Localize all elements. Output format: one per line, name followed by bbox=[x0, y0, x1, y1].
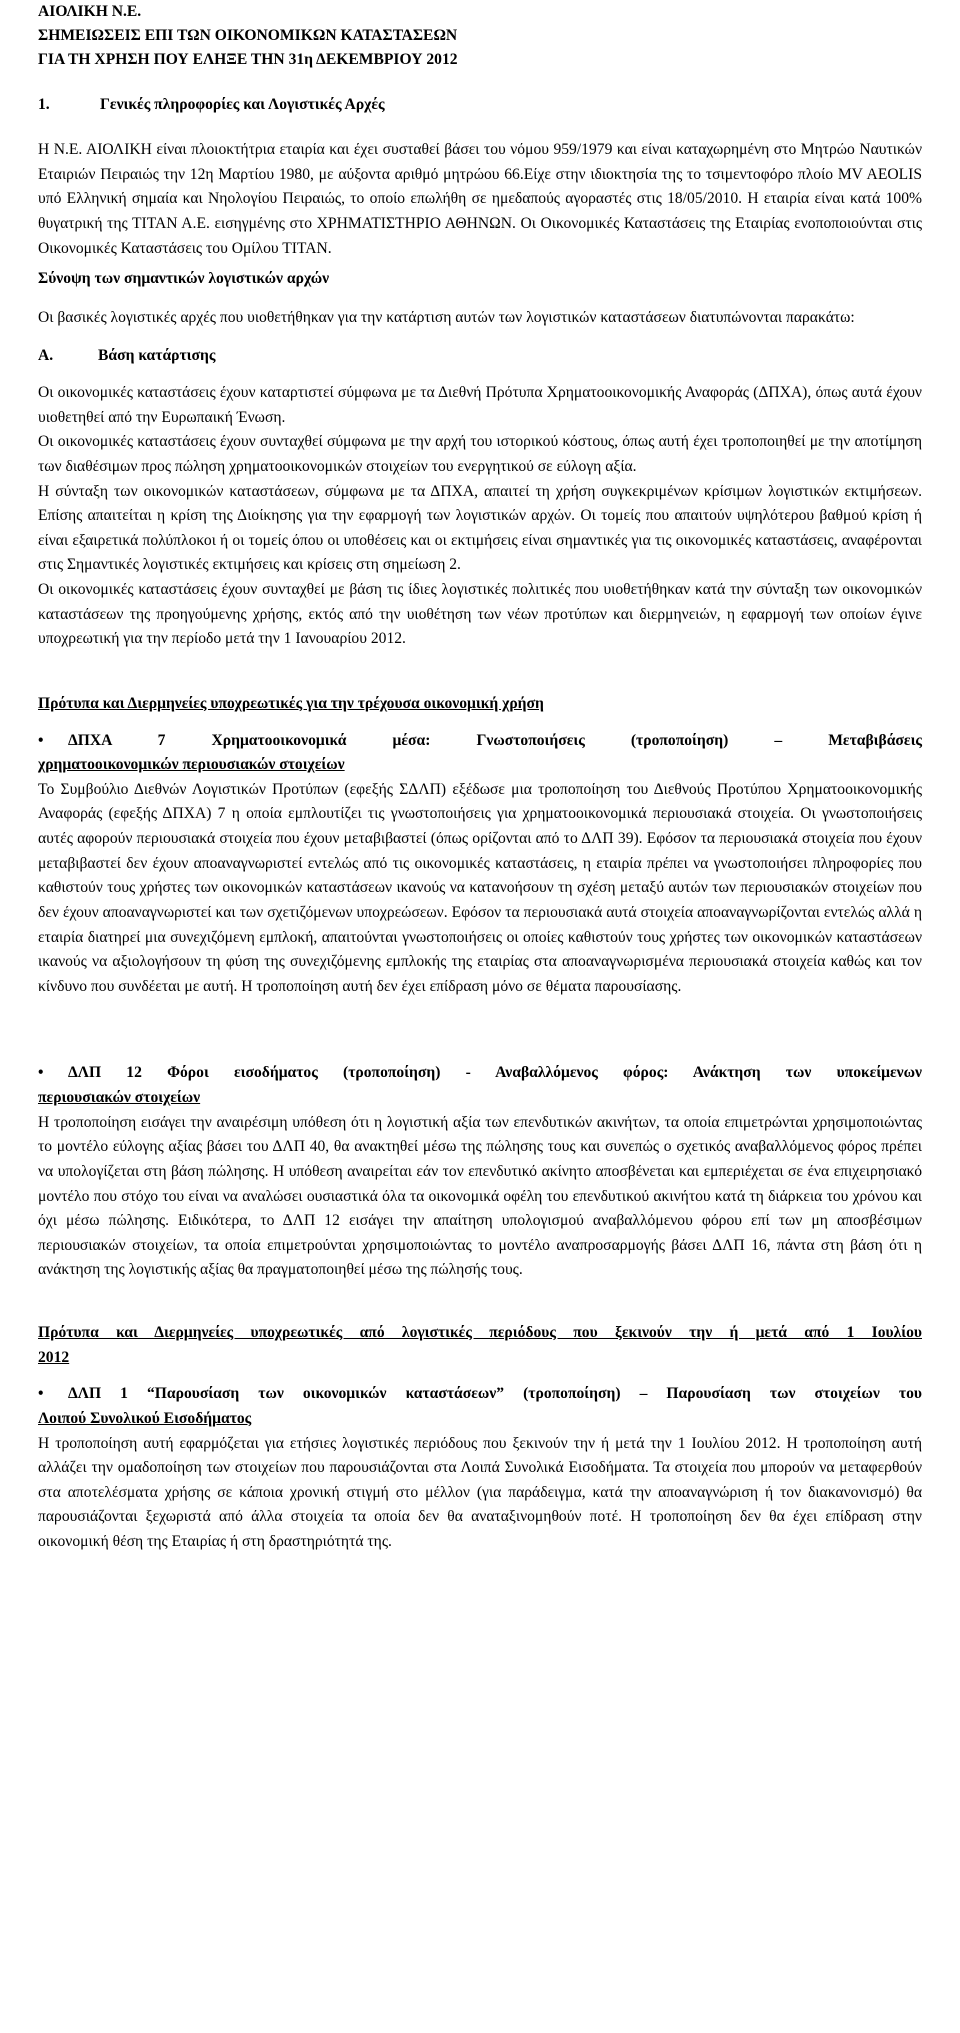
bullet-ifrs7-title bbox=[38, 729, 922, 754]
summary-text: Οι βασικές λογιστικές αρχές που υιοθετήθηκαν για την κατάρτιση αυτών των λογιστικών καταστάσεων διατυπώνονται παρακάτω: bbox=[38, 308, 855, 326]
summary-title-wrap bbox=[38, 267, 922, 292]
bullet-ias1-title-line2: Λοιπού Συνολικού Εισοδήματος bbox=[38, 1409, 252, 1427]
section-a-paragraph-3: Η σύνταξη των οικονομικών καταστάσεων, σύμφωνα με τα ΔΠΧΑ, απαιτεί τη χρήση συγκεκριμένων κρίσιμων λογιστικών εκτιμήσεων. Επίσης απαιτείται η κρίση της Διοίκησης για την εφαρμογή των λογιστικών αρχών. Οι τομείς που απαιτούν υψηλότερου βαθμού κρίση ή είναι εξαιρετικά πολύπλοκοι ή οι τομείς όπου οι υποθέσεις και οι εκτιμήσεις είναι σημαντικές για τις οικονομικές καταστάσεις, αναφέρονται στις Σημαντικές λογιστικές εκτιμήσεις και κρίσεις στη σημείωση 2. bbox=[38, 482, 922, 574]
section-number: 1. bbox=[38, 96, 50, 113]
bullet-ias1-title bbox=[38, 1382, 922, 1407]
bullet-ias12-title bbox=[38, 1061, 922, 1086]
bullet-ias1-title-line1: ΔΛΠ 1 “Παρουσίαση των οικονομικών καταστάσεων” (τροποποίηση) – Παρουσίαση των στοιχείων του bbox=[68, 1385, 922, 1403]
bullet-ifrs7-text: Το Συμβούλιο Διεθνών Λογιστικών Προτύπων (εφεξής ΣΔΛΠ) εξέδωσε μια τροποποίηση του Διεθνούς Προτύπου Χρηματοοικονομικής Αναφοράς (εφεξής ΔΠΧΑ) 7 η οποία εμπλουτίζει τις γνωστοποιήσεις για χρηματοοικονομικά περιουσιακά στοιχεία. Οι γνωστοποιήσεις αυτές αφορούν περιουσιακά στοιχεία που έχουν μεταβιβαστεί (όπως ορίζονται από το ΔΛΠ 39). Εφόσον τα περιουσιακά στοιχεία που έχουν μεταβιβαστεί δεν έχουν αποαναγνωριστεί εντελώς από τις οικονομικές καταστάσεις, η εταιρία πρέπει να γνωστοποιήσει πληροφορίες που καθιστούν τους χρήστες των οικονομικών καταστάσεων ικανούς να κατανοήσουν τη σχέση μεταξύ αυτών των περιουσιακών στοιχείων που δεν έχουν αποαναγνωριστεί και των σχετιζόμενων υποχρεώσεων. Εφόσον τα περιουσιακά αυτά στοιχεία αποαναγνωρίζονται εντελώς αλλά η εταιρία διατηρεί μια συνεχιζόμενη εμπλοκή, απαιτούνται γνωστοποιήσεις οι οποίες καθιστούν τους χρήστες των οικονομικών καταστάσεων ικανούς να αξιολογήσουν τη φύση της συνεχιζόμενης εμπλοκής της εταιρίας στα αποαναγνωρισμένα περιουσιακά στοιχεία καθώς και τον κίνδυνο που συνδέεται με αυτή. Η τροποποίηση αυτή δεν έχει επίδραση μόνο σε θέματα παρουσίασης. bbox=[38, 780, 922, 995]
bullet-ifrs7 bbox=[38, 729, 922, 1000]
intro-paragraph: Η Ν.Ε. ΑΙΟΛΙΚΗ είναι πλοιοκτήτρια εταιρία και έχει συσταθεί βάσει του νόμου 959/1979 και είναι καταχωρημένη στο Μητρώο Ναυτικών Εταιριών Πειραιώς την 12η Μαρτίου 1980, με αύξοντα αριθμό μητρώου 66.Είχε στην ιδιοκτησία της το τσιμεντοφόρο πλοίο MV AEOLIS υπό Ελληνική σημαία και Νηολογίου Πειραιώς, το οποίο επωλήθη σε ημεδαπούς αγοραστές στις 18/05/2010. Η εταιρία είναι κατά 100% θυγατρική της ΤΙΤΑΝ Α.Ε. εισηγμένης στο ΧΡΗΜΑΤΙΣΤΗΡΙΟ ΑΘΗΝΩΝ. Οι Οικονομικές Καταστάσεις της Εταιρίας ενοποποιούνται στις Οικονομικές Καταστάσεις του Ομίλου ΤΙΤΑΝ. bbox=[38, 141, 922, 257]
future-standards-title-line2: 2012 bbox=[38, 1348, 70, 1366]
section-1-heading bbox=[38, 94, 922, 116]
bullet-ias12-text: Η τροποποίηση εισάγει την αναιρέσιμη υπόθεση ότι η λογιστική αξία των επενδυτικών ακινήτων, τα οποία επιμετρώνται χρησιμοποιώντας το μοντέλο εύλογης αξίας βάσει του ΔΛΠ 40, θα ανακτηθεί μέσω της πώλησης τους και συνεπώς ο σχετικός αναβαλλόμενος φόρος πρέπει να υπολογίζεται στη βάση πώλησης. Η υπόθεση αναιρείται εάν τον επενδυτικό ακίνητο αποσβένεται και εμπεριέχεται σε ένα επιχειρησιακό μοντέλο που στόχο του είναι να αναλώσει ουσιαστικά όλα τα οικονομικά οφέλη του επενδυτικού ακινήτου κατά τη διάρκεια του χρόνου και όχι μέσω πώλησης. Ειδικότερα, το ΔΛΠ 12 εισάγει την απαίτηση υπολογισμού αναβαλλόμενου φόρου επί των μη αποσβέσιμων περιουσιακών στοιχείων, τα οποία επιμετρούνται χρησιμοποιώντας το μοντέλο αναπροσαρμογής βάσει ΔΛΠ 16, πάντα στη βάση ότι η ανάκτηση της λογιστικής αξίας θα πραγματοποιηθεί μέσω της πώλησής τους. bbox=[38, 1113, 922, 1279]
bullet-ias1 bbox=[38, 1382, 922, 1554]
section-a-paragraph-1: Οι οικονομικές καταστάσεις έχουν καταρτιστεί σύμφωνα με τα Διεθνή Πρότυπα Χρηματοοικονομικής Αναφοράς (ΔΠΧΑ), όπως αυτά έχουν υιοθετηθεί από την Ευρωπαική Ένωση. bbox=[38, 384, 922, 426]
future-standards-title-line1: Πρότυπα και Διερμηνείες υποχρεωτικές από λογιστικές περιόδους που ξεκινούν την ή μετά από 1 Ιουλίου bbox=[38, 1324, 922, 1341]
section-a-letter: Α. bbox=[38, 347, 54, 365]
section-a-heading bbox=[38, 344, 922, 369]
section-a-title: Βάση κατάρτισης bbox=[98, 347, 216, 365]
bullet-ias12-title-line2: περιουσιακών στοιχείων bbox=[38, 1089, 201, 1106]
bullet-ifrs7-title-line2: χρηματοοικονομικών περιουσιακών στοιχείων bbox=[38, 756, 345, 774]
bullet-dot-icon: • bbox=[38, 1385, 44, 1403]
bullet-ias12 bbox=[38, 1061, 922, 1283]
bullet-dot-icon: • bbox=[38, 1064, 44, 1082]
future-standards-heading bbox=[38, 1321, 922, 1370]
summary-title: Σύνοψη των σημαντικών λογιστικών αρχών bbox=[38, 270, 330, 288]
bullet-dot-icon: • bbox=[38, 731, 44, 749]
period-title: ΓΙΑ ΤΗ ΧΡΗΣΗ ΠΟΥ ΕΛΗΞΕ ΤΗΝ 31η ΔΕΚΕΜΒΡΙΟΥ 2012 bbox=[38, 51, 458, 68]
document-header bbox=[38, 0, 922, 72]
current-standards-title: Πρότυπα και Διερμηνείες υποχρεωτικές για την τρέχουσα οικονομική χρήση bbox=[38, 694, 544, 712]
bullet-ias12-title-line1: ΔΛΠ 12 Φόροι εισοδήματος (τροποποίηση) - Αναβαλλόμενος φόρος: Ανάκτηση των υποκείμενων bbox=[68, 1064, 922, 1082]
bullet-ifrs7-title-line1: ΔΠΧΑ 7 Χρηματοοικονομικά μέσα: Γνωστοποιήσεις (τροποποίηση) – Μεταβιβάσεις bbox=[68, 731, 922, 749]
section-title: Γενικές πληροφορίες και Λογιστικές Αρχές bbox=[100, 96, 385, 113]
section-a-paragraph-2: Οι οικονομικές καταστάσεις έχουν συνταχθεί σύμφωνα με την αρχή του ιστορικού κόστους, όπως αυτή έχει τροποποιηθεί με την αποτίμηση των διαθέσιμων προς πώληση χρηματοοικονομικών στοιχείων του ενεργητικού σε εύλογη αξία. bbox=[38, 433, 922, 475]
section-a-paragraph-4: Οι οικονομικές καταστάσεις έχουν συνταχθεί με βάση τις ίδιες λογιστικές πολιτικές που υιοθετήθηκαν κατά την σύνταξη των οικονομικών καταστάσεων της προηγούμενης χρήσης, εκτός από την υιοθέτηση των νέων προτύπων και διερμηνειών, η εφαρμογή των οποίων έγινε υποχρεωτική για την περίοδο μετά την 1 Ιανουαρίου 2012. bbox=[38, 581, 922, 648]
notes-title: ΣΗΜΕΙΩΣΕΙΣ ΕΠΙ ΤΩΝ ΟΙΚΟΝΟΜΙΚΩΝ ΚΑΤΑΣΤΑΣΕΩΝ bbox=[38, 27, 458, 44]
bullet-ias1-text: Η τροποποίηση αυτή εφαρμόζεται για ετήσιες λογιστικές περιόδους που ξεκινούν την ή μετά την 1 Ιουλίου 2012. Η τροποποίηση αυτή αλλάζει την ομαδοποίηση των στοιχείων που παρουσιάζονται στα Λοιπά Συνολικά Εισοδήματα. Τα στοιχεία που μπορούν να μεταφερθούν στα αποτελέσματα χρήσης σε κάποια χρονική στιγμή στο μέλλον (για παράδειγμα, κατά την αποαναγνώριση ή τον διακανονισμό) θα παρουσιάζονται ξεχωριστά από άλλα στοιχεία τα οποία δεν θα αναταξινομηθούν ποτέ. Η τροποποίηση δεν θα έχει επίδραση στην οικονομική θέση της Εταιρίας ή στη δραστηριότητά της. bbox=[38, 1434, 922, 1550]
company-name: ΑΙΟΛΙΚΗ Ν.Ε. bbox=[38, 3, 142, 20]
